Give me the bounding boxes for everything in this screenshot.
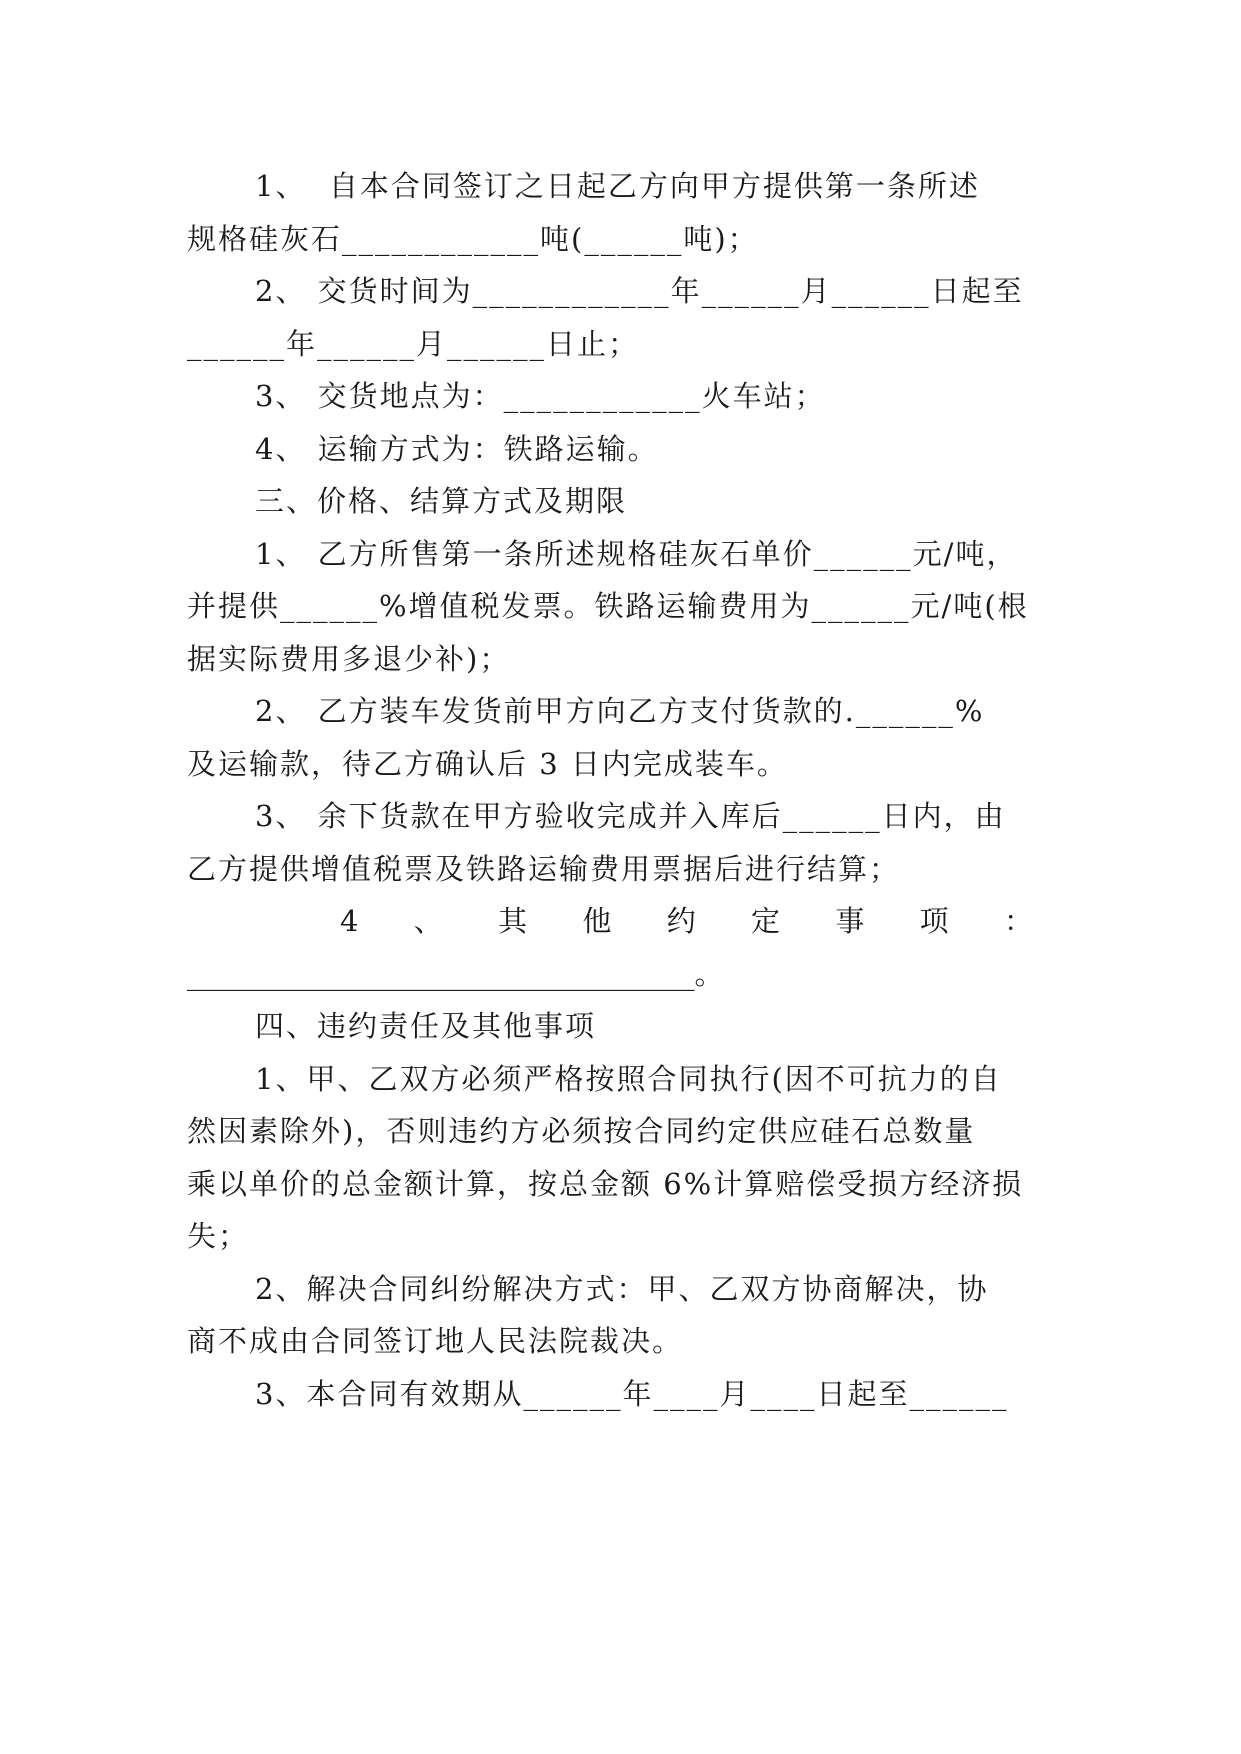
text-line: ______年______月______日止； bbox=[187, 327, 640, 361]
text-line: 规格硅灰石____________吨(______吨)； bbox=[187, 222, 759, 256]
text-line: 并提供______%增值税发票。铁路运输费用为______元/吨(根 bbox=[187, 589, 1029, 623]
text-line: 2、解决合同纠纷解决方式：甲、乙双方协商解决，协 bbox=[255, 1272, 989, 1306]
text-line: 及运输款，待乙方确认后 3 日内完成装车。 bbox=[187, 747, 788, 781]
text-line: 3、 余下货款在甲方验收完成并入库后______日内，由 bbox=[255, 799, 1006, 833]
spread-text-line bbox=[340, 901, 1033, 941]
text-line: 2、 交货时间为____________年______月______日起至 bbox=[255, 274, 1024, 308]
section-heading: 三、价格、结算方式及期限 bbox=[255, 484, 628, 518]
text-line: 1、甲、乙双方必须严格按照合同执行(因不可抗力的自 bbox=[255, 1062, 1002, 1096]
spread-char: 定 bbox=[751, 904, 781, 938]
spread-char: ： bbox=[1003, 904, 1033, 938]
text-line: 乙方提供增值税票及铁路运输费用票据后进行结算； bbox=[187, 852, 901, 886]
text-line: 乘以单价的总金额计算，按总金额 6%计算赔偿受损方经济损 bbox=[187, 1167, 1024, 1201]
spread-char: 事 bbox=[835, 904, 865, 938]
spread-char: 他 bbox=[582, 904, 612, 938]
text-line: 然因素除外)，否则违约方必须按合同约定供应硅石总数量 bbox=[187, 1114, 976, 1148]
text-line: 商不成由合同签订地人民法院裁决。 bbox=[187, 1324, 684, 1358]
spread-char: 、 bbox=[413, 904, 443, 938]
text-line: 1、 自本合同签订之日起乙方向甲方提供第一条所述 bbox=[255, 169, 980, 203]
text-line: 失； bbox=[187, 1219, 250, 1253]
text-line: 2、 乙方装车发货前甲方向乙方支付货款的.______% bbox=[255, 694, 985, 728]
blank-line: ___________________________________。 bbox=[187, 957, 724, 991]
text-line: 3、 交货地点为：____________火车站； bbox=[255, 379, 826, 413]
spread-char: 其 bbox=[498, 904, 528, 938]
spread-char: 4 bbox=[340, 904, 359, 938]
section-heading: 四、违约责任及其他事项 bbox=[255, 1009, 597, 1043]
text-line: 4、 运输方式为：铁路运输。 bbox=[255, 432, 659, 466]
spread-char: 约 bbox=[666, 904, 696, 938]
text-line: 1、 乙方所售第一条所述规格硅灰石单价______元/吨， bbox=[255, 537, 1018, 571]
text-line: 3、本合同有效期从______年____月____日起至______ bbox=[255, 1377, 1009, 1411]
spread-char: 项 bbox=[919, 904, 949, 938]
text-line: 据实际费用多退少补)； bbox=[187, 642, 511, 676]
